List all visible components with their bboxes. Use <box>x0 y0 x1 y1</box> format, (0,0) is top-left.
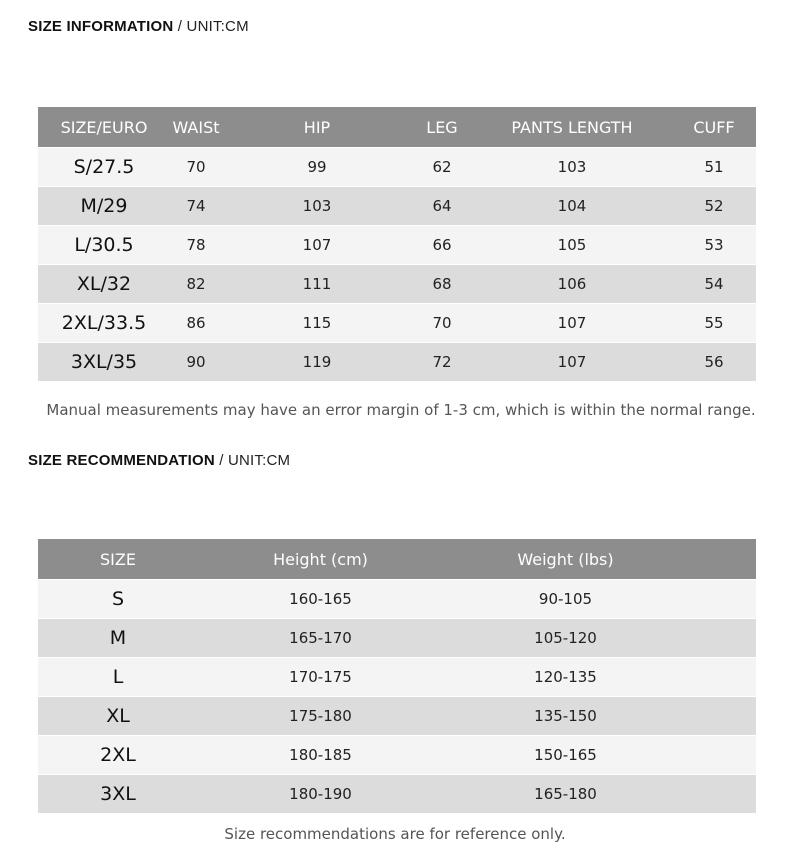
table-cell: 165-180 <box>443 775 688 814</box>
table-row <box>38 343 756 382</box>
column-header: Weight (lbs) <box>443 539 688 580</box>
table-cell: 70 <box>170 148 222 187</box>
table-cell: 86 <box>170 304 222 343</box>
table-row <box>38 619 756 658</box>
table-row <box>38 658 756 697</box>
unit-label: / UNIT:CM <box>219 452 291 469</box>
table-cell: 103 <box>472 148 672 187</box>
table-cell: 105 <box>472 226 672 265</box>
table-cell: 180-190 <box>198 775 443 814</box>
column-header: Height (cm) <box>198 539 443 580</box>
table-cell: 53 <box>672 226 756 265</box>
section-heading: SIZE INFORMATION <box>28 18 174 35</box>
size-information-table <box>38 107 756 381</box>
unit-label: / UNIT:CM <box>177 18 249 35</box>
table-row <box>38 697 756 736</box>
row-spacer <box>688 580 756 619</box>
table-cell: 3XL <box>38 775 198 814</box>
table-row <box>38 148 756 187</box>
table-row <box>38 580 756 619</box>
table-cell: 180-185 <box>198 736 443 775</box>
measurement-note: Manual measurements may have an error margin of 1-3 cm, which is within the normal range. <box>46 401 756 419</box>
column-header: WAISt <box>170 107 222 148</box>
table-cell: 3XL/35 <box>38 343 170 382</box>
table-cell: 115 <box>222 304 412 343</box>
table-cell: 70 <box>412 304 472 343</box>
table-cell: 62 <box>412 148 472 187</box>
table-cell: 135-150 <box>443 697 688 736</box>
table-cell: S/27.5 <box>38 148 170 187</box>
table-cell: 165-170 <box>198 619 443 658</box>
table-cell: 103 <box>222 187 412 226</box>
column-header: CUFF <box>672 107 756 148</box>
table-cell: 90-105 <box>443 580 688 619</box>
row-spacer <box>688 775 756 814</box>
table-cell: 160-165 <box>198 580 443 619</box>
table-cell: S <box>38 580 198 619</box>
row-spacer <box>688 619 756 658</box>
table-cell: 64 <box>412 187 472 226</box>
table-cell: 68 <box>412 265 472 304</box>
table-cell: 107 <box>472 304 672 343</box>
table-cell: 82 <box>170 265 222 304</box>
table-cell: M <box>38 619 198 658</box>
table-cell: XL/32 <box>38 265 170 304</box>
row-spacer <box>688 658 756 697</box>
row-spacer <box>688 697 756 736</box>
table-cell: 150-165 <box>443 736 688 775</box>
table-cell: 170-175 <box>198 658 443 697</box>
table-row <box>38 187 756 226</box>
section-heading: SIZE RECOMMENDATION <box>28 452 215 469</box>
table-cell: 105-120 <box>443 619 688 658</box>
table-cell: 106 <box>472 265 672 304</box>
column-header: SIZE <box>38 539 198 580</box>
column-header: PANTS LENGTH <box>472 107 672 148</box>
table-header-row <box>38 107 756 148</box>
size-information-title <box>28 18 249 35</box>
table-cell: 66 <box>412 226 472 265</box>
column-header: LEG <box>412 107 472 148</box>
header-spacer <box>688 539 756 580</box>
table-cell: 56 <box>672 343 756 382</box>
table-cell: L/30.5 <box>38 226 170 265</box>
table-cell: 90 <box>170 343 222 382</box>
table-row <box>38 226 756 265</box>
table-row <box>38 265 756 304</box>
size-recommendation-table <box>38 539 756 813</box>
table-cell: 104 <box>472 187 672 226</box>
table-cell: 78 <box>170 226 222 265</box>
table-row <box>38 775 756 814</box>
row-spacer <box>688 736 756 775</box>
table-cell: 111 <box>222 265 412 304</box>
table-cell: 107 <box>222 226 412 265</box>
reference-note: Size recommendations are for reference only. <box>224 825 566 843</box>
table-cell: 119 <box>222 343 412 382</box>
table-cell: 99 <box>222 148 412 187</box>
table-cell: 52 <box>672 187 756 226</box>
table-row <box>38 736 756 775</box>
table-cell: 2XL <box>38 736 198 775</box>
table-cell: 175-180 <box>198 697 443 736</box>
table-row <box>38 304 756 343</box>
table-cell: 54 <box>672 265 756 304</box>
table-cell: 120-135 <box>443 658 688 697</box>
table-cell: L <box>38 658 198 697</box>
table-cell: M/29 <box>38 187 170 226</box>
size-recommendation-title <box>28 452 290 469</box>
table-cell: 55 <box>672 304 756 343</box>
table-cell: 107 <box>472 343 672 382</box>
table-cell: 2XL/33.5 <box>38 304 170 343</box>
table-cell: 74 <box>170 187 222 226</box>
table-cell: XL <box>38 697 198 736</box>
column-header: SIZE/EURO <box>38 107 170 148</box>
table-cell: 72 <box>412 343 472 382</box>
table-cell: 51 <box>672 148 756 187</box>
column-header: HIP <box>222 107 412 148</box>
table-header-row <box>38 539 756 580</box>
